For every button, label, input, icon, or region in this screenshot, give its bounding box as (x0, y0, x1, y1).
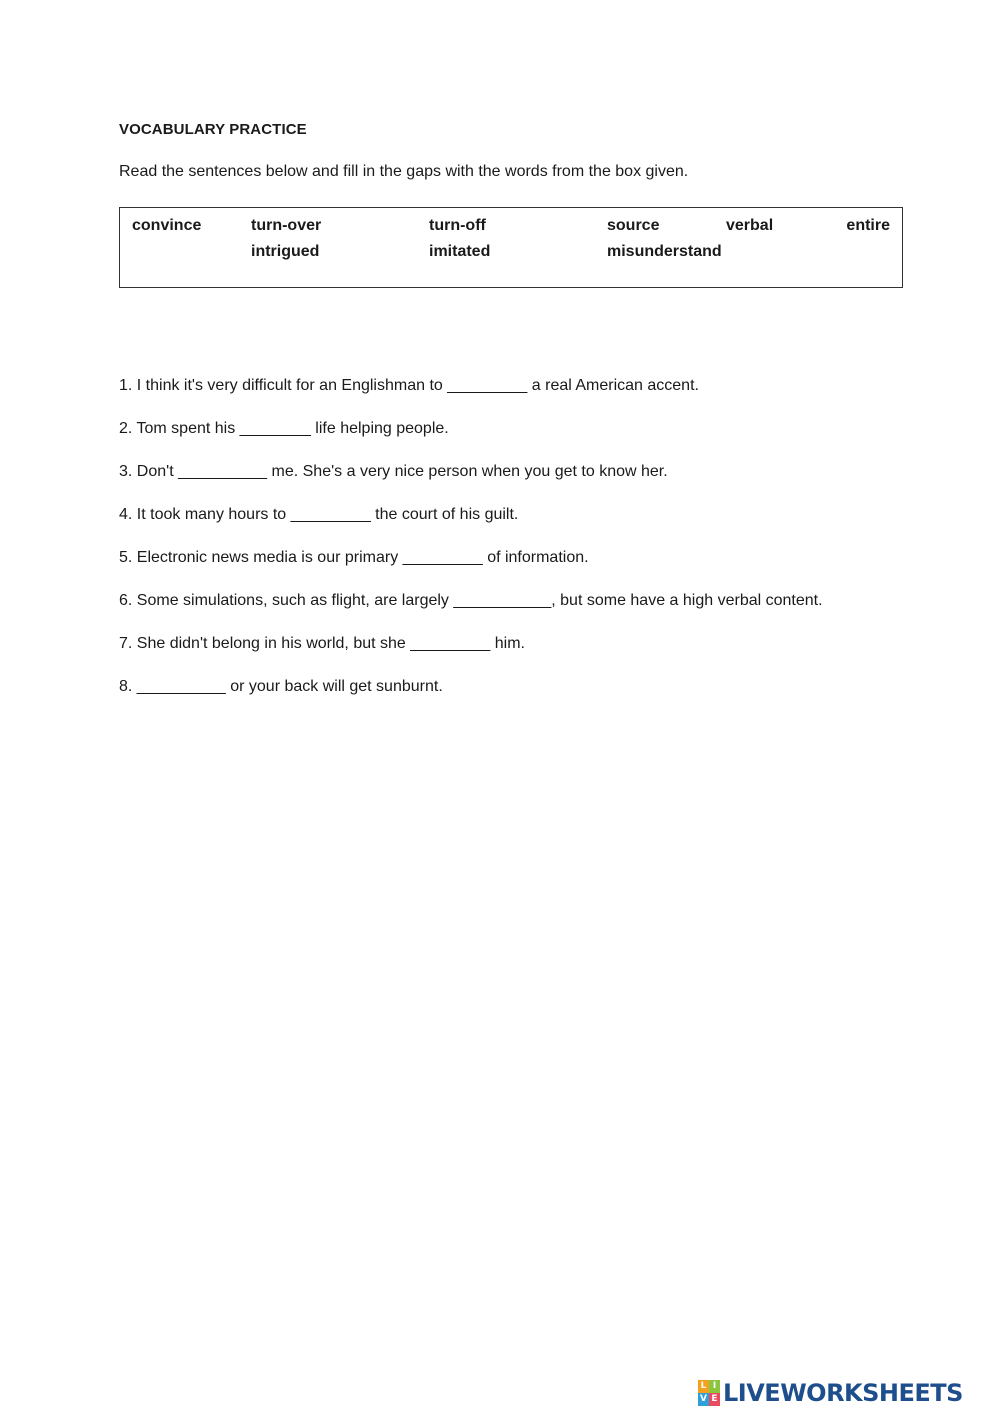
word-bank-item: imitated (429, 243, 491, 260)
sentence-item: 3. Don't __________ me. She's a very nice person when you get to know her. (119, 463, 668, 480)
sentence-list (119, 377, 823, 721)
sentence-item: 2. Tom spent his ________ life helping people. (119, 420, 449, 437)
sentence-item: 7. She didn't belong in his world, but she _________ him. (119, 635, 525, 652)
logo-letter-i: I (709, 1380, 720, 1393)
sentence-item: 5. Electronic news media is our primary _________ of information. (119, 549, 589, 566)
sentence-item: 6. Some simulations, such as flight, are largely ___________, but some have a high verbal content. (119, 592, 823, 609)
instructions-text: Read the sentences below and fill in the gaps with the words from the box given. (119, 163, 689, 180)
word-bank-item: intrigued (251, 243, 320, 260)
logo-letter-l: L (698, 1380, 709, 1393)
word-bank-item: turn-off (429, 217, 486, 234)
word-bank-item: misunderstand (607, 243, 722, 260)
sentence-item: 8. __________ or your back will get sunburnt. (119, 678, 443, 695)
word-bank-item: entire (846, 217, 890, 234)
sentence-item: 4. It took many hours to _________ the court of his guilt. (119, 506, 519, 523)
word-bank-item: convince (132, 217, 202, 234)
word-bank-box (119, 207, 903, 288)
sentence-item: 1. I think it's very difficult for an Englishman to _________ a real American accent. (119, 377, 699, 394)
logo-letter-v: V (698, 1393, 709, 1406)
logo-letter-e: E (709, 1393, 720, 1406)
logo-text: LIVEWORKSHEETS (723, 1379, 963, 1407)
word-bank-item: verbal (726, 217, 774, 234)
liveworksheets-logo (698, 1378, 963, 1408)
page-title: VOCABULARY PRACTICE (119, 121, 307, 138)
word-bank-item: source (607, 217, 660, 234)
word-bank-item: turn-over (251, 217, 322, 234)
logo-icon (698, 1380, 720, 1406)
